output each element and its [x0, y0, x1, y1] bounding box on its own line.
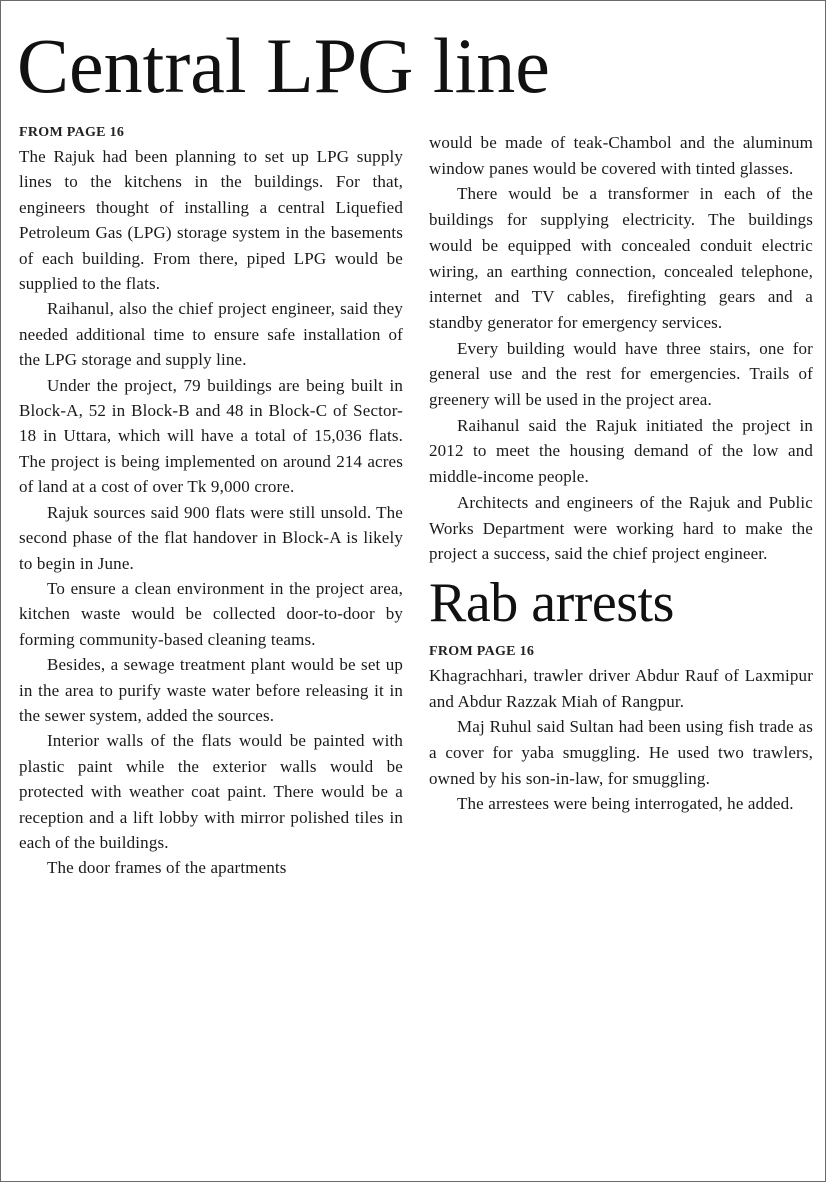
- paragraph: Every building would have three stairs, one for general use and the rest for emergencies. Trails of greenery will be used in the project area.: [429, 338, 813, 410]
- paragraph: Besides, a sewage treatment plant would be set up in the area to purify waste water before releasing it in the sewer system, added the sources.: [19, 655, 403, 725]
- paragraph: Interior walls of the flats would be painted with plastic paint while the exterior walls would be protected with weather coat paint. There would be a reception and a lift lobby with mirror polished tiles in each of the buildings.: [19, 731, 403, 852]
- paragraph: There would be a transformer in each of the buildings for supplying electricity. The buildings would be equipped with concealed conduit electric wiring, an earthing connection, concealed telephone, internet and TV cables, firefighting gears and a standby generator for emergency services.: [429, 184, 813, 332]
- paragraph: Rajuk sources said 900 flats were still unsold. The second phase of the flat handover in Block-A is likely to begin in June.: [19, 502, 403, 573]
- paragraph: To ensure a clean environment in the project area, kitchen waste would be collected door-to-door by forming community-based cleaning teams.: [19, 578, 403, 649]
- paragraph: The door frames of the apartments: [47, 858, 287, 878]
- paragraph: would be made of teak-Chambol and the aluminum window panes would be covered with tinted glasses.: [429, 133, 813, 178]
- paragraph: Raihanul, also the chief project engineer, said they needed additional time to ensure safe installation of the LPG storage and supply line.: [19, 299, 403, 370]
- paragraph: Under the project, 79 buildings are being built in Block-A, 52 in Block-B and 48 in Block-C of Sector-18 in Uttara, which will have a total of 15,036 flats. The project is being implemented on around 214 acres of land at a cost of over Tk 9,000 crore.: [19, 375, 403, 497]
- paragraph: Khagrachhari, trawler driver Abdur Rauf of Laxmipur and Abdur Razzak Miah of Rangpur.: [429, 665, 813, 711]
- headline-rab-arrests: Rab arrests: [429, 571, 674, 634]
- headline-central-lpg-line: Central LPG line: [17, 22, 550, 109]
- kicker-from-page: FROM PAGE 16: [429, 643, 535, 659]
- left-column: [19, 122, 403, 881]
- paragraph: Maj Ruhul said Sultan had been using fish trade as a cover for yaba smuggling. He used two trawlers, owned by his son-in-law, for smuggling.: [429, 717, 813, 788]
- right-column: [429, 130, 813, 817]
- kicker-from-page: FROM PAGE 16: [19, 125, 125, 140]
- paragraph: The Rajuk had been planning to set up LPG supply lines to the kitchens in the buildings. For that, engineers thought of installing a central Liquefied Petroleum Gas (LPG) storage system in the basements of each building. From there, piped LPG would be supplied to the flats.: [19, 147, 403, 294]
- paragraph: Raihanul said the Rajuk initiated the project in 2012 to meet the housing demand of the low and middle-income people.: [429, 415, 813, 487]
- paragraph: The arrestees were being interrogated, he added.: [457, 794, 794, 814]
- paragraph: Architects and engineers of the Rajuk and Public Works Department were working hard to make the project a success, said the chief project engineer.: [429, 492, 813, 564]
